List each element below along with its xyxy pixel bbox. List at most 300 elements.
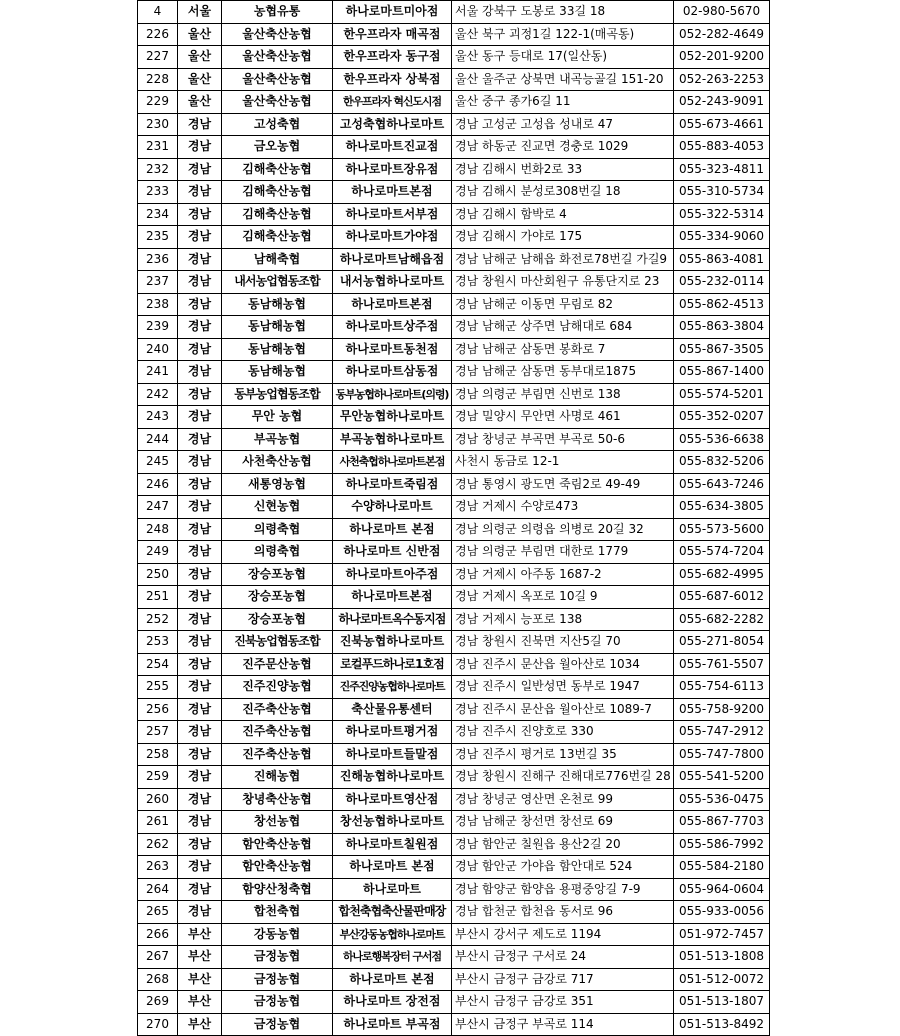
row-number: 264 — [138, 878, 178, 901]
region-cell: 경남 — [178, 698, 222, 721]
address-cell: 울산 중구 종가6길 11 — [452, 91, 674, 114]
store-name-cell: 하나로마트서부점 — [333, 203, 452, 226]
address-cell: 울산 동구 등대로 17(일산동) — [452, 46, 674, 69]
organization-cell: 김해축산농협 — [222, 203, 333, 226]
row-number: 233 — [138, 181, 178, 204]
region-cell: 경남 — [178, 676, 222, 699]
region-cell: 경남 — [178, 473, 222, 496]
table-row — [138, 721, 770, 744]
organization-cell: 동남해농협 — [222, 338, 333, 361]
address-cell: 경남 창원시 진해구 진해대로776번길 28 — [452, 766, 674, 789]
phone-cell: 055-863-4081 — [674, 248, 770, 271]
row-number: 260 — [138, 788, 178, 811]
organization-cell: 함안축산농협 — [222, 856, 333, 879]
store-name-cell: 합천축협축산물판매장 — [333, 901, 452, 924]
row-number: 227 — [138, 46, 178, 69]
store-name-cell: 한우프라자 혁신도시점 — [333, 91, 452, 114]
store-name-cell: 하나로마트본점 — [333, 293, 452, 316]
address-cell: 서울 강북구 도봉로 33길 18 — [452, 1, 674, 24]
phone-cell: 055-352-0207 — [674, 406, 770, 429]
address-cell: 경남 남해군 남해읍 화전로78번길 가길9 — [452, 248, 674, 271]
region-cell: 경남 — [178, 856, 222, 879]
row-number: 265 — [138, 901, 178, 924]
address-cell: 경남 김해시 가야로 175 — [452, 226, 674, 249]
address-cell: 경남 창녕군 영산면 온천로 99 — [452, 788, 674, 811]
region-cell: 경남 — [178, 766, 222, 789]
row-number: 226 — [138, 23, 178, 46]
row-number: 258 — [138, 743, 178, 766]
store-name-cell: 내서농협하나로마트 — [333, 271, 452, 294]
region-cell: 경남 — [178, 833, 222, 856]
store-name-cell: 창선농협하나로마트 — [333, 811, 452, 834]
table-row — [138, 766, 770, 789]
store-name-cell: 진해농협하나로마트 — [333, 766, 452, 789]
table-row — [138, 811, 770, 834]
store-name-cell: 한우프라자 상북점 — [333, 68, 452, 91]
phone-cell: 055-322-5314 — [674, 203, 770, 226]
row-number: 242 — [138, 383, 178, 406]
address-cell: 경남 진주시 문산읍 월아산로 1034 — [452, 653, 674, 676]
phone-cell: 055-964-0604 — [674, 878, 770, 901]
store-name-cell: 부산강동농협하나로마트 — [333, 923, 452, 946]
store-name-cell: 진주진양농협하나로마트 — [333, 676, 452, 699]
organization-cell: 신현농협 — [222, 496, 333, 519]
row-number: 257 — [138, 721, 178, 744]
store-name-cell: 하나로마트삼동점 — [333, 361, 452, 384]
row-number: 237 — [138, 271, 178, 294]
organization-cell: 남해축협 — [222, 248, 333, 271]
row-number: 228 — [138, 68, 178, 91]
phone-cell: 055-334-9060 — [674, 226, 770, 249]
region-cell: 경남 — [178, 203, 222, 226]
table-row — [138, 788, 770, 811]
table-row — [138, 518, 770, 541]
address-cell: 경남 김해시 분성로308번길 18 — [452, 181, 674, 204]
row-number: 232 — [138, 158, 178, 181]
store-name-cell: 하나로마트 본점 — [333, 518, 452, 541]
store-name-cell: 하나로마트칠원점 — [333, 833, 452, 856]
table-row — [138, 293, 770, 316]
row-number: 234 — [138, 203, 178, 226]
table-row — [138, 158, 770, 181]
address-cell: 경남 남해군 삼동면 동부대로1875 — [452, 361, 674, 384]
phone-cell: 055-682-4995 — [674, 563, 770, 586]
store-name-cell: 수양하나로마트 — [333, 496, 452, 519]
row-number: 243 — [138, 406, 178, 429]
row-number: 229 — [138, 91, 178, 114]
table-row — [138, 833, 770, 856]
phone-cell: 055-933-0056 — [674, 901, 770, 924]
address-cell: 부산시 금정구 금강로 351 — [452, 991, 674, 1014]
table-row — [138, 226, 770, 249]
table-row — [138, 1013, 770, 1036]
organization-cell: 진주축산농협 — [222, 743, 333, 766]
organization-cell: 김해축산농협 — [222, 181, 333, 204]
phone-cell: 055-232-0114 — [674, 271, 770, 294]
organization-cell: 고성축협 — [222, 113, 333, 136]
store-name-cell: 하나로마트아주점 — [333, 563, 452, 586]
address-cell: 부산시 금정구 금강로 717 — [452, 968, 674, 991]
organization-cell: 장승포농협 — [222, 563, 333, 586]
table-row — [138, 541, 770, 564]
phone-cell: 052-263-2253 — [674, 68, 770, 91]
store-name-cell: 하나로마트진교점 — [333, 136, 452, 159]
row-number: 236 — [138, 248, 178, 271]
organization-cell: 사천축산농협 — [222, 451, 333, 474]
phone-cell: 055-586-7992 — [674, 833, 770, 856]
table-row — [138, 473, 770, 496]
row-number: 268 — [138, 968, 178, 991]
phone-cell: 055-758-9200 — [674, 698, 770, 721]
address-cell: 경남 의령군 부림면 대한로 1779 — [452, 541, 674, 564]
table-row — [138, 383, 770, 406]
address-cell: 경남 고성군 고성읍 성내로 47 — [452, 113, 674, 136]
row-number: 248 — [138, 518, 178, 541]
row-number: 251 — [138, 586, 178, 609]
address-cell: 경남 하동군 진교면 경충로 1029 — [452, 136, 674, 159]
row-number: 263 — [138, 856, 178, 879]
phone-cell: 055-573-5600 — [674, 518, 770, 541]
region-cell: 경남 — [178, 541, 222, 564]
store-name-cell: 하나로마트 신반점 — [333, 541, 452, 564]
organization-cell: 동남해농협 — [222, 361, 333, 384]
table-row — [138, 878, 770, 901]
phone-cell: 055-536-6638 — [674, 428, 770, 451]
store-name-cell: 하나로마트옥수동지점 — [333, 608, 452, 631]
store-name-cell: 한우프라자 매곡점 — [333, 23, 452, 46]
store-name-cell: 하나로마트장유점 — [333, 158, 452, 181]
table-row — [138, 46, 770, 69]
phone-cell: 051-972-7457 — [674, 923, 770, 946]
organization-cell: 김해축산농협 — [222, 158, 333, 181]
store-name-cell: 고성축협하나로마트 — [333, 113, 452, 136]
region-cell: 경남 — [178, 901, 222, 924]
region-cell: 경남 — [178, 316, 222, 339]
organization-cell: 의령축협 — [222, 541, 333, 564]
row-number: 235 — [138, 226, 178, 249]
table-row — [138, 946, 770, 969]
organization-cell: 울산축산농협 — [222, 68, 333, 91]
phone-cell: 055-271-8054 — [674, 631, 770, 654]
address-cell: 경남 의령군 부림면 신번로 138 — [452, 383, 674, 406]
region-cell: 경남 — [178, 631, 222, 654]
phone-cell: 055-867-1400 — [674, 361, 770, 384]
store-name-cell: 하나로마트죽림점 — [333, 473, 452, 496]
table-row — [138, 316, 770, 339]
organization-cell: 진주문산농협 — [222, 653, 333, 676]
phone-cell: 055-883-4053 — [674, 136, 770, 159]
table-row — [138, 563, 770, 586]
organization-cell: 진북농업협동조합 — [222, 631, 333, 654]
region-cell: 경남 — [178, 518, 222, 541]
table-row — [138, 271, 770, 294]
address-cell: 경남 합천군 합천읍 동서로 96 — [452, 901, 674, 924]
phone-cell: 051-512-0072 — [674, 968, 770, 991]
address-cell: 부산시 금정구 구서로 24 — [452, 946, 674, 969]
table-row — [138, 113, 770, 136]
organization-cell: 동남해농협 — [222, 316, 333, 339]
organization-cell: 새통영농협 — [222, 473, 333, 496]
store-name-cell: 하나로행복장터 구서점 — [333, 946, 452, 969]
region-cell: 경남 — [178, 181, 222, 204]
phone-cell: 055-761-5507 — [674, 653, 770, 676]
table-row — [138, 653, 770, 676]
region-cell: 울산 — [178, 91, 222, 114]
table-row — [138, 901, 770, 924]
row-number: 255 — [138, 676, 178, 699]
table-row — [138, 496, 770, 519]
table-row — [138, 23, 770, 46]
region-cell: 서울 — [178, 1, 222, 24]
store-name-cell: 하나로마트 — [333, 878, 452, 901]
address-cell: 경남 창녕군 부곡면 부곡로 50-6 — [452, 428, 674, 451]
address-cell: 사천시 동금로 12-1 — [452, 451, 674, 474]
table-row — [138, 361, 770, 384]
store-name-cell: 하나로마트남해읍점 — [333, 248, 452, 271]
address-cell: 경남 통영시 광도면 죽림2로 49-49 — [452, 473, 674, 496]
row-number: 239 — [138, 316, 178, 339]
region-cell: 경남 — [178, 406, 222, 429]
organization-cell: 진주축산농협 — [222, 698, 333, 721]
table-row — [138, 743, 770, 766]
store-name-cell: 하나로마트동천점 — [333, 338, 452, 361]
address-cell: 경남 창원시 마산회원구 유통단지로 23 — [452, 271, 674, 294]
organization-cell: 부곡농협 — [222, 428, 333, 451]
store-name-cell: 하나로마트가야점 — [333, 226, 452, 249]
region-cell: 경남 — [178, 788, 222, 811]
address-cell: 경남 거제시 능포로 138 — [452, 608, 674, 631]
organization-cell: 금정농협 — [222, 968, 333, 991]
table-row — [138, 136, 770, 159]
store-name-cell: 하나로마트 부곡점 — [333, 1013, 452, 1036]
address-cell: 부산시 금정구 부곡로 114 — [452, 1013, 674, 1036]
organization-cell: 강동농협 — [222, 923, 333, 946]
store-name-cell: 하나로마트미아점 — [333, 1, 452, 24]
phone-cell: 055-747-2912 — [674, 721, 770, 744]
phone-cell: 055-867-3505 — [674, 338, 770, 361]
organization-cell: 장승포농협 — [222, 586, 333, 609]
store-name-cell: 로컬푸드하나로1호점 — [333, 653, 452, 676]
address-cell: 경남 거제시 아주동 1687-2 — [452, 563, 674, 586]
store-name-cell: 부곡농협하나로마트 — [333, 428, 452, 451]
row-number: 240 — [138, 338, 178, 361]
row-number: 269 — [138, 991, 178, 1014]
region-cell: 경남 — [178, 248, 222, 271]
phone-cell: 052-243-9091 — [674, 91, 770, 114]
store-name-cell: 사천축협하나로마트본점 — [333, 451, 452, 474]
row-number: 230 — [138, 113, 178, 136]
store-name-cell: 하나로마트본점 — [333, 586, 452, 609]
organization-cell: 울산축산농협 — [222, 46, 333, 69]
phone-cell: 055-832-5206 — [674, 451, 770, 474]
region-cell: 경남 — [178, 811, 222, 834]
address-cell: 경남 밀양시 무안면 사명로 461 — [452, 406, 674, 429]
region-cell: 경남 — [178, 586, 222, 609]
phone-cell: 055-310-5734 — [674, 181, 770, 204]
region-cell: 부산 — [178, 923, 222, 946]
phone-cell: 055-682-2282 — [674, 608, 770, 631]
table-row — [138, 968, 770, 991]
row-number: 250 — [138, 563, 178, 586]
phone-cell: 051-513-8492 — [674, 1013, 770, 1036]
phone-cell: 052-282-4649 — [674, 23, 770, 46]
organization-cell: 함양산청축협 — [222, 878, 333, 901]
store-name-cell: 한우프라자 동구점 — [333, 46, 452, 69]
row-number: 254 — [138, 653, 178, 676]
table-row — [138, 923, 770, 946]
table-row — [138, 1, 770, 24]
phone-cell: 055-584-2180 — [674, 856, 770, 879]
table-row — [138, 68, 770, 91]
table-row — [138, 856, 770, 879]
store-list-table — [137, 0, 770, 1036]
row-number: 259 — [138, 766, 178, 789]
store-name-cell: 진북농협하나로마트 — [333, 631, 452, 654]
store-name-cell: 하나로마트 본점 — [333, 968, 452, 991]
address-cell: 경남 진주시 평거로 13번길 35 — [452, 743, 674, 766]
phone-cell: 055-634-3805 — [674, 496, 770, 519]
store-name-cell: 하나로마트 본점 — [333, 856, 452, 879]
table-row — [138, 338, 770, 361]
phone-cell: 055-747-7800 — [674, 743, 770, 766]
region-cell: 경남 — [178, 878, 222, 901]
address-cell: 경남 진주시 진양호로 330 — [452, 721, 674, 744]
organization-cell: 울산축산농협 — [222, 91, 333, 114]
address-cell: 경남 의령군 의령읍 의병로 20길 32 — [452, 518, 674, 541]
organization-cell: 진주진양농협 — [222, 676, 333, 699]
row-number: 267 — [138, 946, 178, 969]
store-name-cell: 축산물유통센터 — [333, 698, 452, 721]
organization-cell: 의령축협 — [222, 518, 333, 541]
region-cell: 경남 — [178, 451, 222, 474]
region-cell: 경남 — [178, 226, 222, 249]
region-cell: 경남 — [178, 383, 222, 406]
region-cell: 경남 — [178, 136, 222, 159]
organization-cell: 금정농협 — [222, 991, 333, 1014]
region-cell: 울산 — [178, 46, 222, 69]
organization-cell: 무안 농협 — [222, 406, 333, 429]
table-row — [138, 406, 770, 429]
region-cell: 경남 — [178, 113, 222, 136]
organization-cell: 농협유통 — [222, 1, 333, 24]
region-cell: 경남 — [178, 721, 222, 744]
phone-cell: 051-513-1807 — [674, 991, 770, 1014]
address-cell: 경남 남해군 창선면 창선로 69 — [452, 811, 674, 834]
organization-cell: 금정농협 — [222, 946, 333, 969]
region-cell: 경남 — [178, 271, 222, 294]
store-name-cell: 하나로마트 장전점 — [333, 991, 452, 1014]
region-cell: 부산 — [178, 991, 222, 1014]
organization-cell: 내서농업협동조합 — [222, 271, 333, 294]
organization-cell: 울산축산농협 — [222, 23, 333, 46]
table-row — [138, 991, 770, 1014]
table-row — [138, 203, 770, 226]
row-number: 246 — [138, 473, 178, 496]
row-number: 244 — [138, 428, 178, 451]
organization-cell: 금오농협 — [222, 136, 333, 159]
store-name-cell: 하나로마트들말점 — [333, 743, 452, 766]
row-number: 245 — [138, 451, 178, 474]
store-name-cell: 동부농협하나로마트(의령) — [333, 383, 452, 406]
row-number: 238 — [138, 293, 178, 316]
address-cell: 경남 진주시 일반성면 동부로 1947 — [452, 676, 674, 699]
phone-cell: 055-754-6113 — [674, 676, 770, 699]
table-row — [138, 428, 770, 451]
region-cell: 경남 — [178, 428, 222, 451]
organization-cell: 장승포농협 — [222, 608, 333, 631]
organization-cell: 창선농협 — [222, 811, 333, 834]
row-number: 262 — [138, 833, 178, 856]
phone-cell: 055-673-4661 — [674, 113, 770, 136]
address-cell: 경남 함양군 함양읍 용평중앙길 7-9 — [452, 878, 674, 901]
phone-cell: 055-867-7703 — [674, 811, 770, 834]
region-cell: 경남 — [178, 743, 222, 766]
store-name-cell: 하나로마트본점 — [333, 181, 452, 204]
row-number: 266 — [138, 923, 178, 946]
phone-cell: 055-574-5201 — [674, 383, 770, 406]
row-number: 256 — [138, 698, 178, 721]
phone-cell: 055-862-4513 — [674, 293, 770, 316]
region-cell: 경남 — [178, 361, 222, 384]
row-number: 253 — [138, 631, 178, 654]
region-cell: 부산 — [178, 1013, 222, 1036]
organization-cell: 동남해농협 — [222, 293, 333, 316]
organization-cell: 창녕축산농협 — [222, 788, 333, 811]
table-row — [138, 181, 770, 204]
address-cell: 경남 남해군 상주면 남해대로 684 — [452, 316, 674, 339]
address-cell: 경남 함안군 칠원읍 용산2길 20 — [452, 833, 674, 856]
table-row — [138, 676, 770, 699]
region-cell: 경남 — [178, 158, 222, 181]
row-number: 270 — [138, 1013, 178, 1036]
table-row — [138, 631, 770, 654]
store-list-body — [138, 1, 770, 1036]
address-cell: 경남 남해군 삼동면 봉화로 7 — [452, 338, 674, 361]
store-name-cell: 하나로마트상주점 — [333, 316, 452, 339]
phone-cell: 055-323-4811 — [674, 158, 770, 181]
region-cell: 경남 — [178, 496, 222, 519]
address-cell: 경남 거제시 수양로473 — [452, 496, 674, 519]
row-number: 247 — [138, 496, 178, 519]
address-cell: 경남 진주시 문산읍 월아산로 1089-7 — [452, 698, 674, 721]
address-cell: 경남 김해시 함박로 4 — [452, 203, 674, 226]
table-row — [138, 586, 770, 609]
region-cell: 경남 — [178, 653, 222, 676]
address-cell: 부산시 강서구 제도로 1194 — [452, 923, 674, 946]
organization-cell: 함안축산농협 — [222, 833, 333, 856]
organization-cell: 금정농협 — [222, 1013, 333, 1036]
address-cell: 경남 창원시 진북면 지산5길 70 — [452, 631, 674, 654]
store-name-cell: 하나로마트영산점 — [333, 788, 452, 811]
address-cell: 경남 남해군 이동면 무림로 82 — [452, 293, 674, 316]
region-cell: 경남 — [178, 293, 222, 316]
phone-cell: 051-513-1808 — [674, 946, 770, 969]
table-row — [138, 451, 770, 474]
table-row — [138, 248, 770, 271]
region-cell: 부산 — [178, 946, 222, 969]
phone-cell: 055-863-3804 — [674, 316, 770, 339]
row-number: 231 — [138, 136, 178, 159]
row-number: 4 — [138, 1, 178, 24]
table-row — [138, 698, 770, 721]
phone-cell: 02-980-5670 — [674, 1, 770, 24]
region-cell: 경남 — [178, 563, 222, 586]
row-number: 252 — [138, 608, 178, 631]
address-cell: 울산 북구 괴정1길 122-1(매곡동) — [452, 23, 674, 46]
region-cell: 경남 — [178, 338, 222, 361]
region-cell: 경남 — [178, 608, 222, 631]
phone-cell: 055-643-7246 — [674, 473, 770, 496]
